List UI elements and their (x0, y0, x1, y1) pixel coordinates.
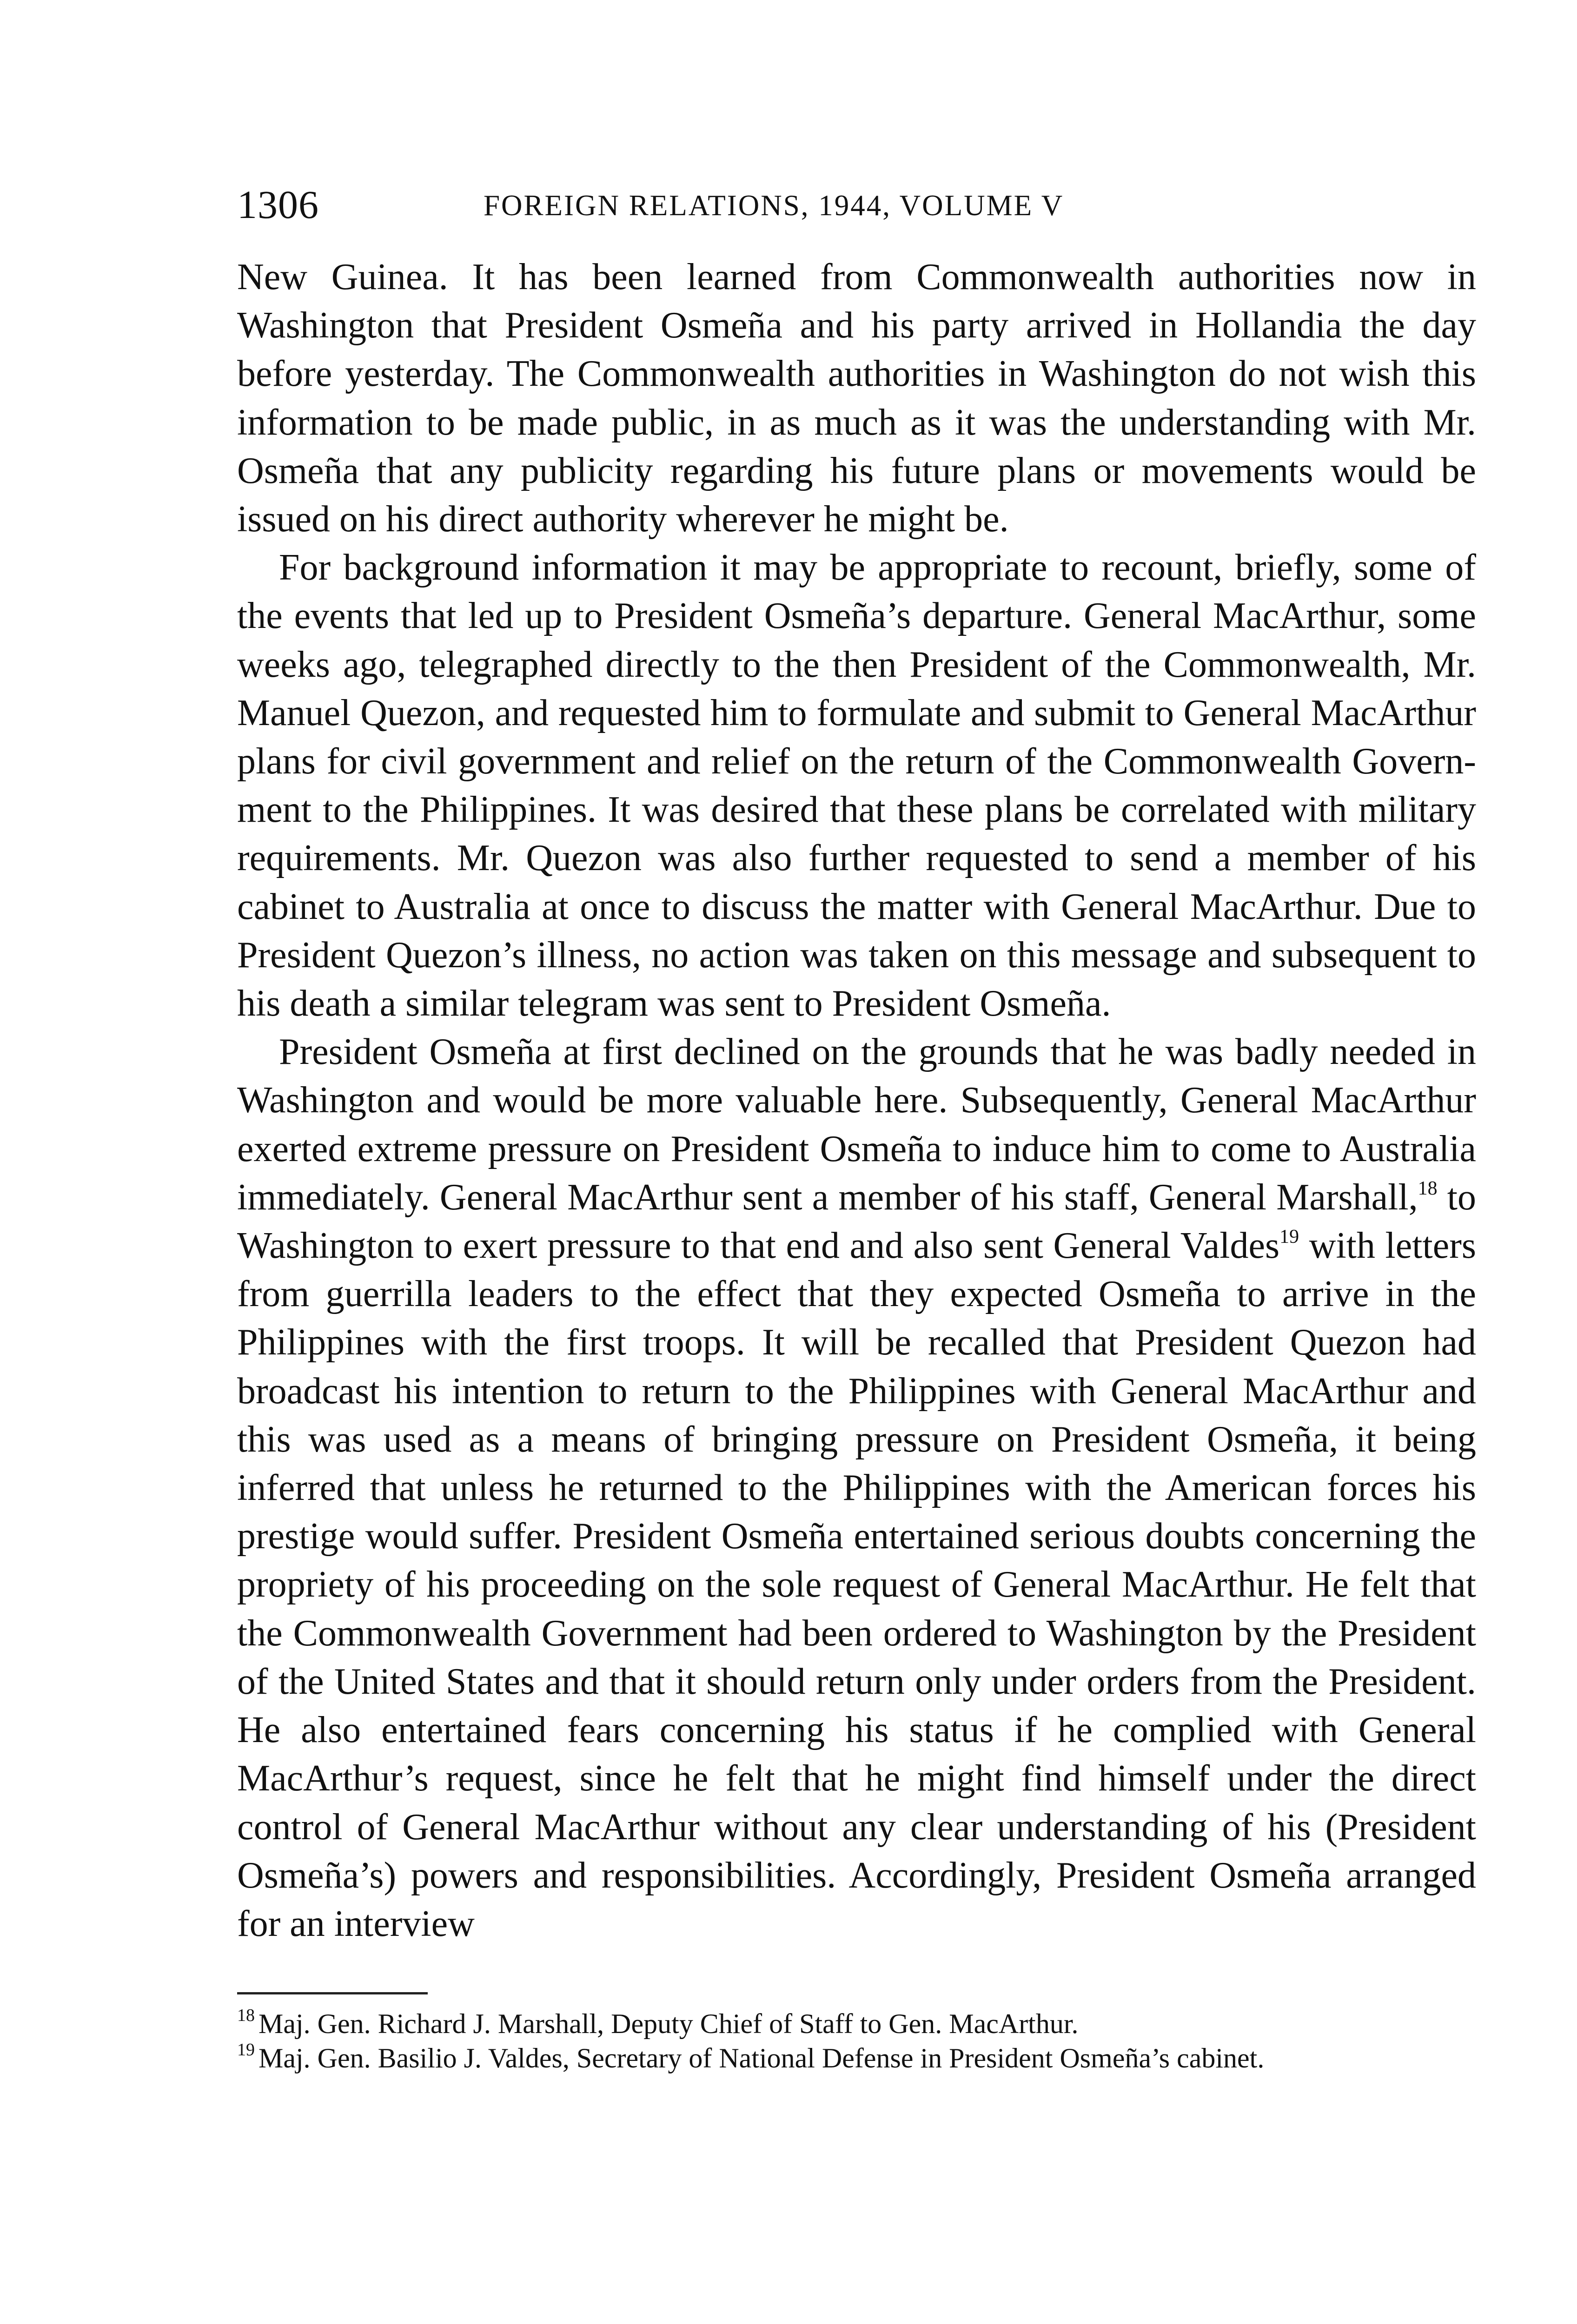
paragraph-3-part-c: with letters from guerrilla leaders to the effect that they expected Osmeña to arrive in the Philippines with the first troops. It will be recalled that President Quezon had broadcast his intention to return to the Philippines with General MacArthur and this was used as a means of bringing pressure on President Osmeña, it being inferred that unless he returned to the Philippines with the American forces his prestige would suffer. President Osmeña entertained serious doubts concerning the propriety of his proceeding on the sole request of General MacArthur. He felt that the Commonwealth Government had been ordered to Washington by the President of the United States and that it should return only under orders from the President. He also entertained fears concerning his status if he complied with General MacArthur’s request, since he felt that he might find himself under the direct control of General MacArthur without any clear understanding of his (President Osmeña’s) powers and responsibilities. Accordingly, President Osmeña arranged for an interview (237, 1225, 1476, 1944)
body-text (237, 253, 1476, 1948)
running-head (237, 172, 1476, 237)
footnote-19 (237, 2041, 1476, 2075)
footnote-mark: 18 (237, 2006, 255, 2026)
page-number: 1306 (237, 182, 319, 227)
footnote-text: Maj. Gen. Basilio J. Valdes, Secretary of National Defense in President Osmeña’s cabinet. (258, 2043, 1265, 2074)
paragraph-3-part-a: President Osmeña at first declined on the grounds that he was badly needed in Washington and would be more valuable here. Subsequently, General MacArthur exerted extreme pressure on President Osmeña to induce him to come to Australia immediately. General MacArthur sent a member of his staff, General Marshall, (237, 1031, 1476, 1218)
footnote-ref-19[interactable]: 19 (1279, 1226, 1299, 1248)
document-page (237, 172, 1476, 2075)
running-title: FOREIGN RELATIONS, 1944, VOLUME V (484, 189, 1064, 222)
paragraph-1: New Guinea. It has been learned from Commonwealth authorities now in Washington that President Osmeña and his party arrived in Hollandia the day before yesterday. The Commonwealth authorities in Washington do not wish this information to be made public, in as much as it was the understanding with Mr. Osmeña that any publicity regarding his future plans or movements would be issued on his direct authority wherever he might be. (237, 257, 1476, 540)
paragraph-3-part-b: to Washington to exert pressure to that end and also sent General Valdes (237, 1176, 1476, 1267)
footnote-divider (237, 1992, 428, 1994)
footnotes (237, 2007, 1476, 2075)
paragraph-2: For background information it may be appropriate to recount, briefly, some of the events that led up to President Osmeña’s departure. General MacArthur, some weeks ago, telegraphed directly to the then President of the Commonwealth, Mr. Manuel Quezon, and requested him to formulate and submit to General MacArthur plans for civil government and relief on the return of the Commonwealth Government to the Philippines. It was desired that these plans be correlated with military requirements. Mr. Quezon was also further requested to send a member of his cabinet to Australia at once to discuss the matter with General MacArthur. Due to President Quezon’s illness, no action was taken on this message and subsequent to his death a similar telegram was sent to President Osmeña. (237, 547, 1476, 1024)
footnote-18 (237, 2007, 1476, 2041)
footnote-ref-18[interactable]: 18 (1418, 1177, 1438, 1199)
footnote-mark: 19 (237, 2040, 255, 2060)
paragraph-3 (237, 1028, 1476, 1948)
footnote-text: Maj. Gen. Richard J. Marshall, Deputy Chief of Staff to Gen. MacArthur. (258, 2008, 1079, 2040)
